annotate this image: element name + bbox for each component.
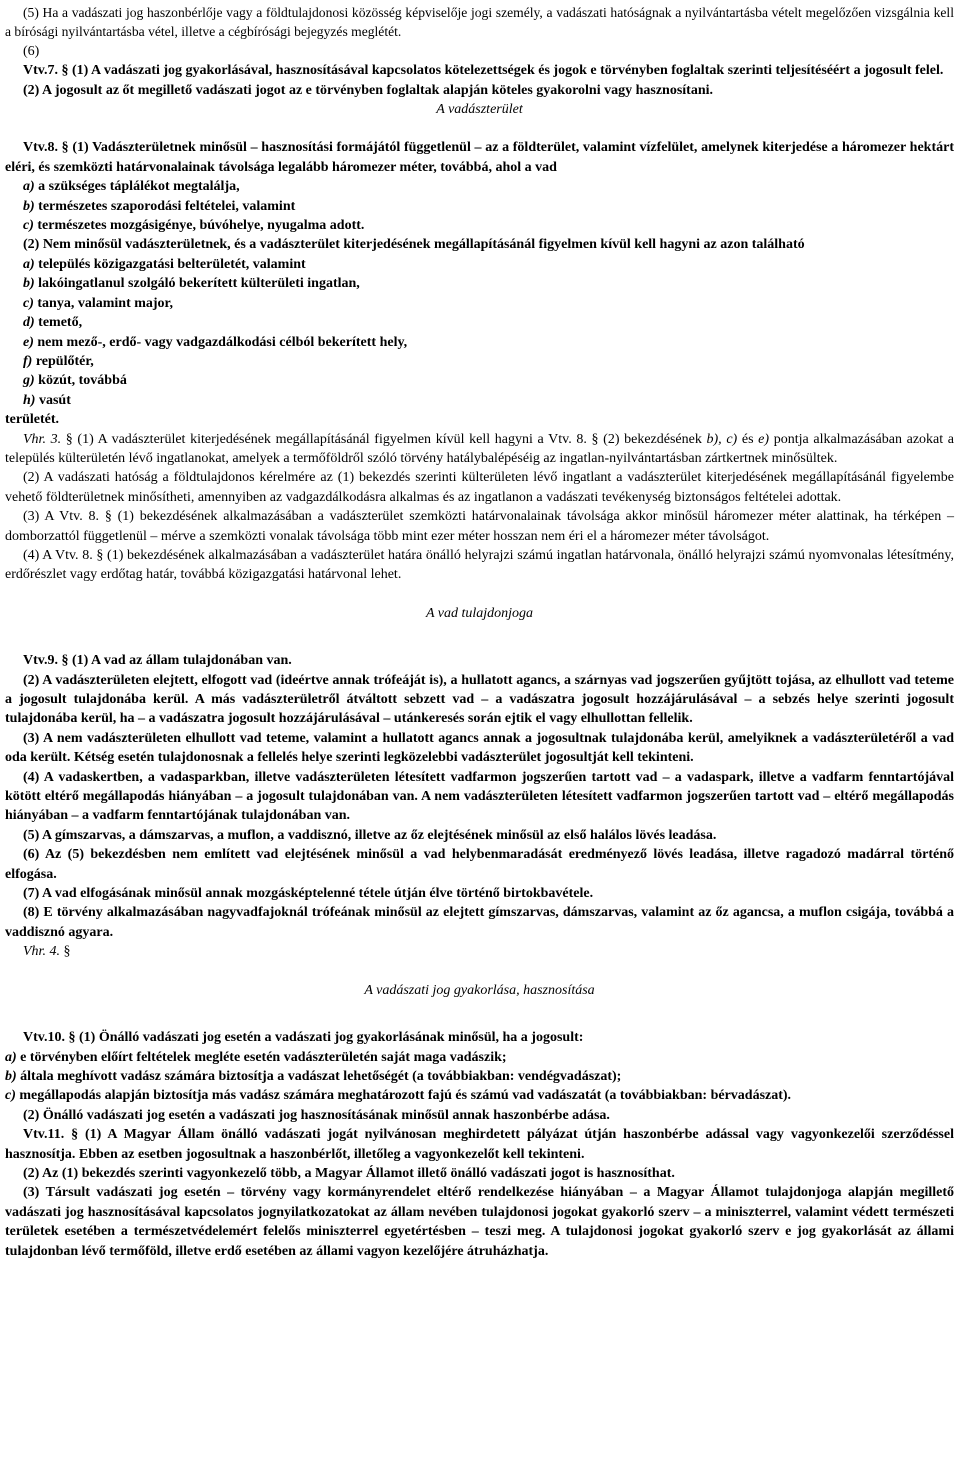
text-run: b) (23, 276, 35, 292)
text-run: Vtv.7. § (23, 63, 72, 79)
paragraph (5, 1164, 954, 1183)
text-run: (1) A vadászati jog gyakorlásával, hasznosításával kapcsolatos kötelezettségek és jogok e törvényben foglaltak szerinti teljesítéséért a jogosult felel. (72, 63, 944, 79)
paragraph (5, 371, 954, 390)
text-run: A vadászterület (436, 102, 523, 118)
paragraph (5, 651, 954, 670)
paragraph (5, 138, 954, 177)
paragraph (5, 255, 954, 274)
text-run: Vtv.9. § (1) A vad az állam tulajdonában van. (23, 653, 292, 669)
text-run: (8) E törvény alkalmazásában nagyvadfajoknál trófeának minősül az elejtett gímszarvas, dámszarvas, valamint az őz agancsa, a muflon csigája, továbbá a vaddisznó agyara. (5, 905, 954, 940)
text-run: a) (23, 256, 35, 272)
text-run: általa meghívott vadász számára biztosítja a vadászat lehetőségét (a továbbiakban: vendégvadászat); (16, 1068, 622, 1084)
paragraph (5, 313, 954, 332)
paragraph (5, 468, 954, 507)
text-run: § (59, 944, 71, 960)
paragraph (5, 391, 954, 410)
text-run: (4) A Vtv. 8. § (1) bekezdésének alkalmazásában a vadászterület határa önálló helyrajzi számú ingatlan határvonala, önálló helyrajzi számú nyomvonalas létesítmény, erdőrészlet vagy erdőtag határ, továbbá közigazgatási határvonal lehet. (5, 547, 954, 583)
text-run: tanya, valamint major, (33, 295, 173, 311)
paragraph (5, 1067, 954, 1086)
text-run: Vhr. 4. (23, 944, 60, 960)
paragraph (5, 61, 954, 80)
paragraph (5, 42, 954, 61)
paragraph (5, 235, 954, 254)
text-run: természetes szaporodási feltételei, valamint (34, 198, 296, 214)
text-run: e) (23, 334, 34, 350)
text-run: b) (5, 1068, 17, 1084)
text-run: (2) Az (1) bekezdés szerinti vagyonkezelő több, a Magyar Államot illető önálló vadászati jogot is hasznosíthat. (23, 1165, 675, 1181)
text-run: természetes mozgásigénye, búvóhelye, nyugalma adott. (33, 218, 365, 234)
text-run: h) (23, 392, 36, 408)
text-run: f) (23, 353, 33, 369)
paragraph (5, 1125, 954, 1164)
text-run: Vhr. 3. (23, 431, 62, 447)
text-run: (4) A vadaskertben, a vadasparkban, illetve vadászterületen létesített vadfarmon jogszerűen tartott vad – a vadaspark, illetve a vadfarm fenntartójával kötött eltérő megállapodás hiányában – a jogosult tulajdonában van. A nem vadászterületen létesített vadfarmon jogszerűen tartott vad – eltérő megállapodás hiányában – a vadfarm fenntartójának tulajdonában van. (5, 769, 954, 824)
text-run: (6) (23, 43, 40, 59)
text-run: a szükséges táplálékot megtalálja, (34, 179, 240, 195)
text-run: (2) A vadászterületen elejtett, elfogott vad (ideértve annak trófeáját is), a hullatott agancs, a szárnyas vad jogszerűen gyűjtött tojása, az elhullott vad teteme a jogosult tulajdonába kerül. A más vadászterületről átváltott sebzett vad – a vadászatra jogosult hozzájárulásával – a sebzés helye szerinti jogosult tulajdonába kerül, ha – a vadászatra jogosult hozzájárulásával – utánkeresés során ejtik el vagy elhullottan fellelik. (5, 672, 954, 727)
text-run: megállapodás alapján biztosítja más vadász számára meghatározott fajú és számú vad vadászatát (a továbbiakban: bérvadászat). (15, 1088, 792, 1104)
paragraph (5, 274, 954, 293)
text-run: repülőtér, (32, 353, 94, 369)
section-heading (5, 981, 954, 1000)
text-run: d) (23, 315, 35, 331)
paragraph (5, 1086, 954, 1105)
paragraph (5, 3, 954, 42)
text-run: vasút (35, 392, 71, 408)
text-run: (2) Önálló vadászati jog esetén a vadászati jog hasznosításának minősül annak haszonbérbe adása. (23, 1107, 610, 1123)
text-run: c) (23, 218, 34, 234)
paragraph (5, 216, 954, 235)
text-run: e törvényben előírt feltételek megléte esetén vadászterületén saját maga vadászik; (16, 1049, 507, 1065)
text-run: b) (23, 198, 35, 214)
text-run: (2) A vadászati hatóság a földtulajdonos kérelmére az (1) bekezdés szerinti külterületen lévő ingatlant a vadászterület kiterjedésének megállapításánál figyelembe vehető földterületnek minősítheti, amennyiben az vadgazdálkodásra alkalmas és az ingatlanon a vadászati tevékenység biztonságos feltételei adottak. (5, 470, 954, 505)
paragraph (5, 1183, 954, 1261)
text-run: Vtv.10. § (1) Önálló vadászati jog esetén a vadászati jog gyakorlásának minősül, ha a jogosult: (23, 1030, 584, 1046)
paragraph (5, 197, 954, 216)
text-run: e) (758, 431, 770, 447)
text-run: területét. (5, 412, 60, 428)
paragraph (5, 81, 954, 100)
spacer (5, 585, 954, 604)
paragraph (5, 410, 954, 429)
text-run: a) (5, 1049, 17, 1065)
spacer (5, 1000, 954, 1028)
text-run: temető, (34, 315, 83, 331)
spacer (5, 962, 954, 981)
text-run: (3) Társult vadászati jog esetén – törvény vagy kormányrendelet eltérő rendelkezése hiányában – a Magyar Államot tulajdonjoga alapján megillető vadászati jog hasznosításával kapcsolatos jognyilatkozatokat az állam nevében tulajdonosi jogokat gyakorló szerv – a miniszterrel, valamint védett természeti területek esetében a természetvédelemért felelős miniszterrel egyetértésben – teszi meg. A tulajdonosi jogokat gyakorló szerv e jog gyakorlását az állami tulajdonban lévő termőföld, illetve erdő esetében az állami vagyon kezelőjére átruházhatja. (5, 1185, 954, 1259)
text-run: (2) Nem minősül vadászterületnek, és a vadászterület kiterjedésének megállapításánál figyelmen kívül kell hagyni az azon található (23, 237, 805, 253)
text-run: (3) A Vtv. 8. § (1) bekezdésének alkalmazásában a vadászterület szemközti határvonalainak távolsága akkor minősül háromezer méter alattinak, ha térképen – domborzattól függetlenül – mérve a szemközti vonalak távolsága több mint ezer méter hosszan nem éri el a háromezer méter távolságot. (5, 509, 954, 544)
paragraph (5, 294, 954, 313)
paragraph (5, 507, 954, 546)
text-run: Vtv.11. § (1) A Magyar Állam önálló vadászati jogát nyilvánosan meghirdetett pályázat útján haszonbérbe adással vagy vagyonkezelői szerződéssel hasznosítja. Ebben az esetben jogosultnak a haszonbérlőt, illetőleg a vagyonkezelőt kell tekinteni. (5, 1127, 954, 1162)
text-run: b), c) (706, 431, 738, 447)
spacer (5, 623, 954, 651)
paragraph (5, 903, 954, 942)
paragraph (5, 671, 954, 729)
text-run: c) (23, 295, 34, 311)
paragraph (5, 546, 954, 585)
text-run: lakóingatlanul szolgáló bekerített külterületi ingatlan, (34, 276, 360, 292)
paragraph (5, 352, 954, 371)
text-run: a) (23, 179, 35, 195)
paragraph (5, 826, 954, 845)
paragraph (5, 845, 954, 884)
paragraph (5, 768, 954, 826)
text-run: település közigazgatási belterületét, valamint (34, 256, 306, 272)
paragraph (5, 884, 954, 903)
text-run: (7) A vad elfogásának minősül annak mozgásképtelenné tétele útján élve történő birtokbavétele. (23, 886, 594, 902)
text-run: g) (23, 373, 35, 389)
paragraph (5, 333, 954, 352)
paragraph (5, 729, 954, 768)
text-run: Vtv.8. § (1) Vadászterületnek minősül – hasznosítási formájától függetlenül – az a földterület, valamint vízfelület, amelynek kiterjedése a háromezer hektárt eléri, és szemközti határvonalainak távolsága legalább háromezer méter, továbbá, ahol a vad (5, 140, 954, 175)
spacer (5, 119, 954, 138)
paragraph (5, 177, 954, 196)
text-run: (6) Az (5) bekezdésben nem említett vad elejtésének minősül a vad helybenmaradását eredményező lövés leadása, illetve ragadozó madárral történő elfogása. (5, 847, 954, 882)
text-run: (5) Ha a vadászati jog haszonbérlője vagy a földtulajdonosi közösség képviselője jogi személy, a vadászati hatóságnak a nyilvántartásba vételt megelőzően vizsgálnia kell a bírósági nyilvántartásba vétel, illetve a cégbírósági bejegyzés meglétét. (5, 5, 954, 40)
text-run: (5) A gímszarvas, a dámszarvas, a muflon, a vaddisznó, illetve az őz elejtésének minősül az első halálos lövés leadása. (23, 827, 717, 843)
text-run: (2) A jogosult az őt megillető vadászati jogot az e törvényben foglaltak alapján köteles gyakorolni vagy hasznosítani. (23, 82, 713, 98)
text-run: (3) A nem vadászterületen elhullott vad teteme, valamint a hullatott agancs annak a jogosultnak tulajdonába kerül, amelyiknek a vadászterületéről a vad oda került. Kétség esetén tulajdonosnak a fellelés helye szerinti legközelebbi vadászterület jogosultját kell tekinteni. (5, 730, 954, 766)
paragraph (5, 942, 954, 961)
text-run: § (1) A vadászterület kiterjedésének megállapításánál figyelmen kívül kell hagyni a Vtv. 8. § (2) bekezdésének (61, 431, 707, 447)
section-heading (5, 604, 954, 623)
text-run: c) (5, 1088, 16, 1104)
paragraph (5, 1106, 954, 1125)
text-run: A vadászati jog gyakorlása, hasznosítása (364, 982, 595, 998)
text-run: közút, továbbá (34, 373, 127, 389)
text-run: és (737, 431, 759, 447)
text-run: A vad tulajdonjoga (425, 605, 534, 621)
text-run: pontja alkalmazásában azokat a település külterületén lévő ingatlanokat, amelyek a termőföldről szóló törvény hatálybalépéséig az ingatlan-nyilvántartásban zártkertnek minősültek. (5, 431, 955, 466)
paragraph (5, 1028, 954, 1047)
paragraph (5, 430, 954, 469)
section-heading (5, 100, 954, 119)
text-run: nem mező-, erdő- vagy vadgazdálkodási célból bekerített hely, (33, 334, 408, 350)
paragraph (5, 1048, 954, 1067)
